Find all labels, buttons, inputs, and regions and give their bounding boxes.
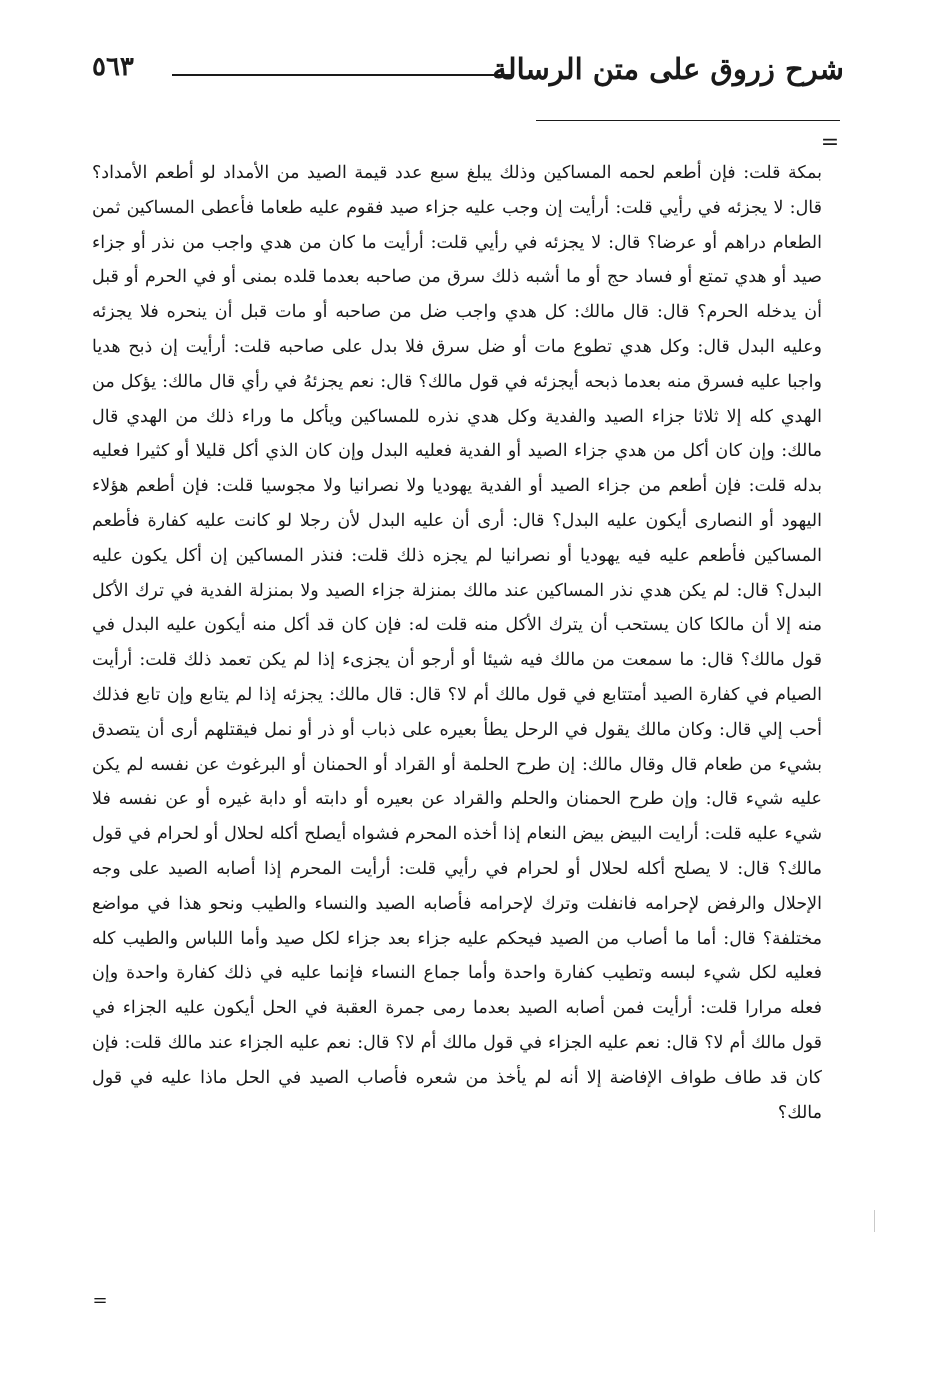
book-title: شرح زروق على متن الرسالة: [492, 52, 844, 86]
title-underline: [536, 120, 840, 121]
page-header: [92, 52, 844, 102]
page-number: ٥٦٣: [92, 52, 134, 82]
body-paragraph: بمكة قلت: فإن أطعم لحمه المساكين وذلك يبلغ سبع عدد قيمة الصيد من الأمداد لو أطعم الأمداد؟ قال: لا يجزئه في رأيي قلت: أرأيت إن وجب عليه جزاء صيد فقوم عليه طعاما فأعطى المساكين ثمن الطعام دراهم أو عرضا؟ قال: لا يجزئه في رأيي قلت: أرأيت ما كان من هدي واجب من نذر أو جزاء صيد أو هدي تمتع أو فساد حج أو ما أشبه ذلك سرق من صاحبه بعدما قلده بمنى أو في الحرم أو قبل أن يدخله الحرم؟ قال: قال مالك: كل هدي واجب ضل من صاحبه أو مات قبل أن ينحره فلا يجزئه وعليه البدل قال: وكل هدي تطوع مات أو ضل سرق فلا بدل على صاحبه قلت: أرأيت إن ذبح هديا واجبا عليه فسرق منه بعدما ذبحه أيجزئه في قول مالك؟ قال: نعم يجزئهُ في رأي قال مالك: يؤكل من الهدي كله إلا ثلاثا جزاء الصيد والفدية وكل هدي نذره للمساكين ويأكل ما وراء ذلك من الهدي قال مالك: وإن كان أكل من هدي جزاء الصيد أو الفدية فعليه البدل وإن كان الذي أكل قليلا أو كثيرا فعليه بدله قلت: فإن أطعم من جزاء الصيد أو الفدية يهوديا ولا نصرانيا ولا مجوسيا قلت: فإن أطعم هؤلاء اليهود أو النصارى أيكون عليه البدل؟ قال: أرى أن عليه البدل لأن رجلا لو كانت عليه كفارة فأطعم المساكين فأطعم عليه فيه يهوديا أو نصرانيا لم يجزه ذلك قلت: فنذر المساكين إن أكل يكون عليه البدل؟ قال: لم يكن هدي نذر المساكين عند مالك بمنزلة جزاء الصيد ولا بمنزلة الفدية في ترك الأكل منه إلا أن مالكا كان يستحب أن يترك الأكل منه قلت له: فإن كان قد أكل منه أيكون عليه البدل في قول مالك؟ قال: ما سمعت من مالك فيه شيئا أو أرجو أن يجزىء إذا لم يكن تعمد ذلك قلت: أرأيت الصيام في كفارة الصيد أمتتابع في قول مالك أم لا؟ قال: قال مالك: يجزئه إذا لم يتابع وإن تابع فذلك أحب إلي قال: وكان مالك يقول في الرحل يطأ بعيره على ذباب أو ذر أو نمل فيقتلهم أرى أن يتصدق بشيء من طعام قال وقال مالك: إن طرح الحلمة أو القراد أو الحمنان أو البرغوث عن نفسه لم يكن عليه شيء قال: وإن طرح الحمنان والحلم والقراد عن بعيره أو دابته أو دابة غيره أو عن نفسه فلا شيء عليه قلت: أرايت البيض بيض النعام إذا أخذه المحرم فشواه أيصلح أكله لحلال أو لحرام في قول مالك؟ قال: لا يصلح أكله لحلال أو لحرام في رأيي قلت: أرأيت المحرم إذا أصابه الصيد على وجه الإحلال والرفض لإحرامه فانفلت وترك لإحرامه فأصابه الصيد والنساء والطيب ونحو هذا في مواضع مختلفة؟ قال: أما ما أصاب من الصيد فيحكم عليه جزاء بعد جزاء لكل صيد وأما اللباس والطيب كله فعليه لكل شيء لبسه وتطيب كفارة واحدة وأما جماع النساء فإنما عليه في ذلك كفارة واحدة وإن فعله مرارا قلت: أرأيت فمن أصابه الصيد بعدما رمى جمرة العقبة في الحل أيكون عليه الجزاء في قول مالك أم لا؟ قال: نعم عليه الجزاء في قول مالك أم لا؟ قال: نعم عليه الجزاء عند مالك قلت: فإن كان قد طاف طواف الإفاضة إلا أنه لم يأخذ من شعره فأصاب الصيد في الحل ماذا عليه في قول مالك؟: [92, 163, 822, 1123]
header-rule: [172, 74, 514, 76]
continuation-mark: =: [820, 130, 840, 155]
end-mark: =: [92, 1290, 108, 1311]
body-text: [92, 156, 822, 1130]
margin-tick: [874, 1210, 877, 1232]
